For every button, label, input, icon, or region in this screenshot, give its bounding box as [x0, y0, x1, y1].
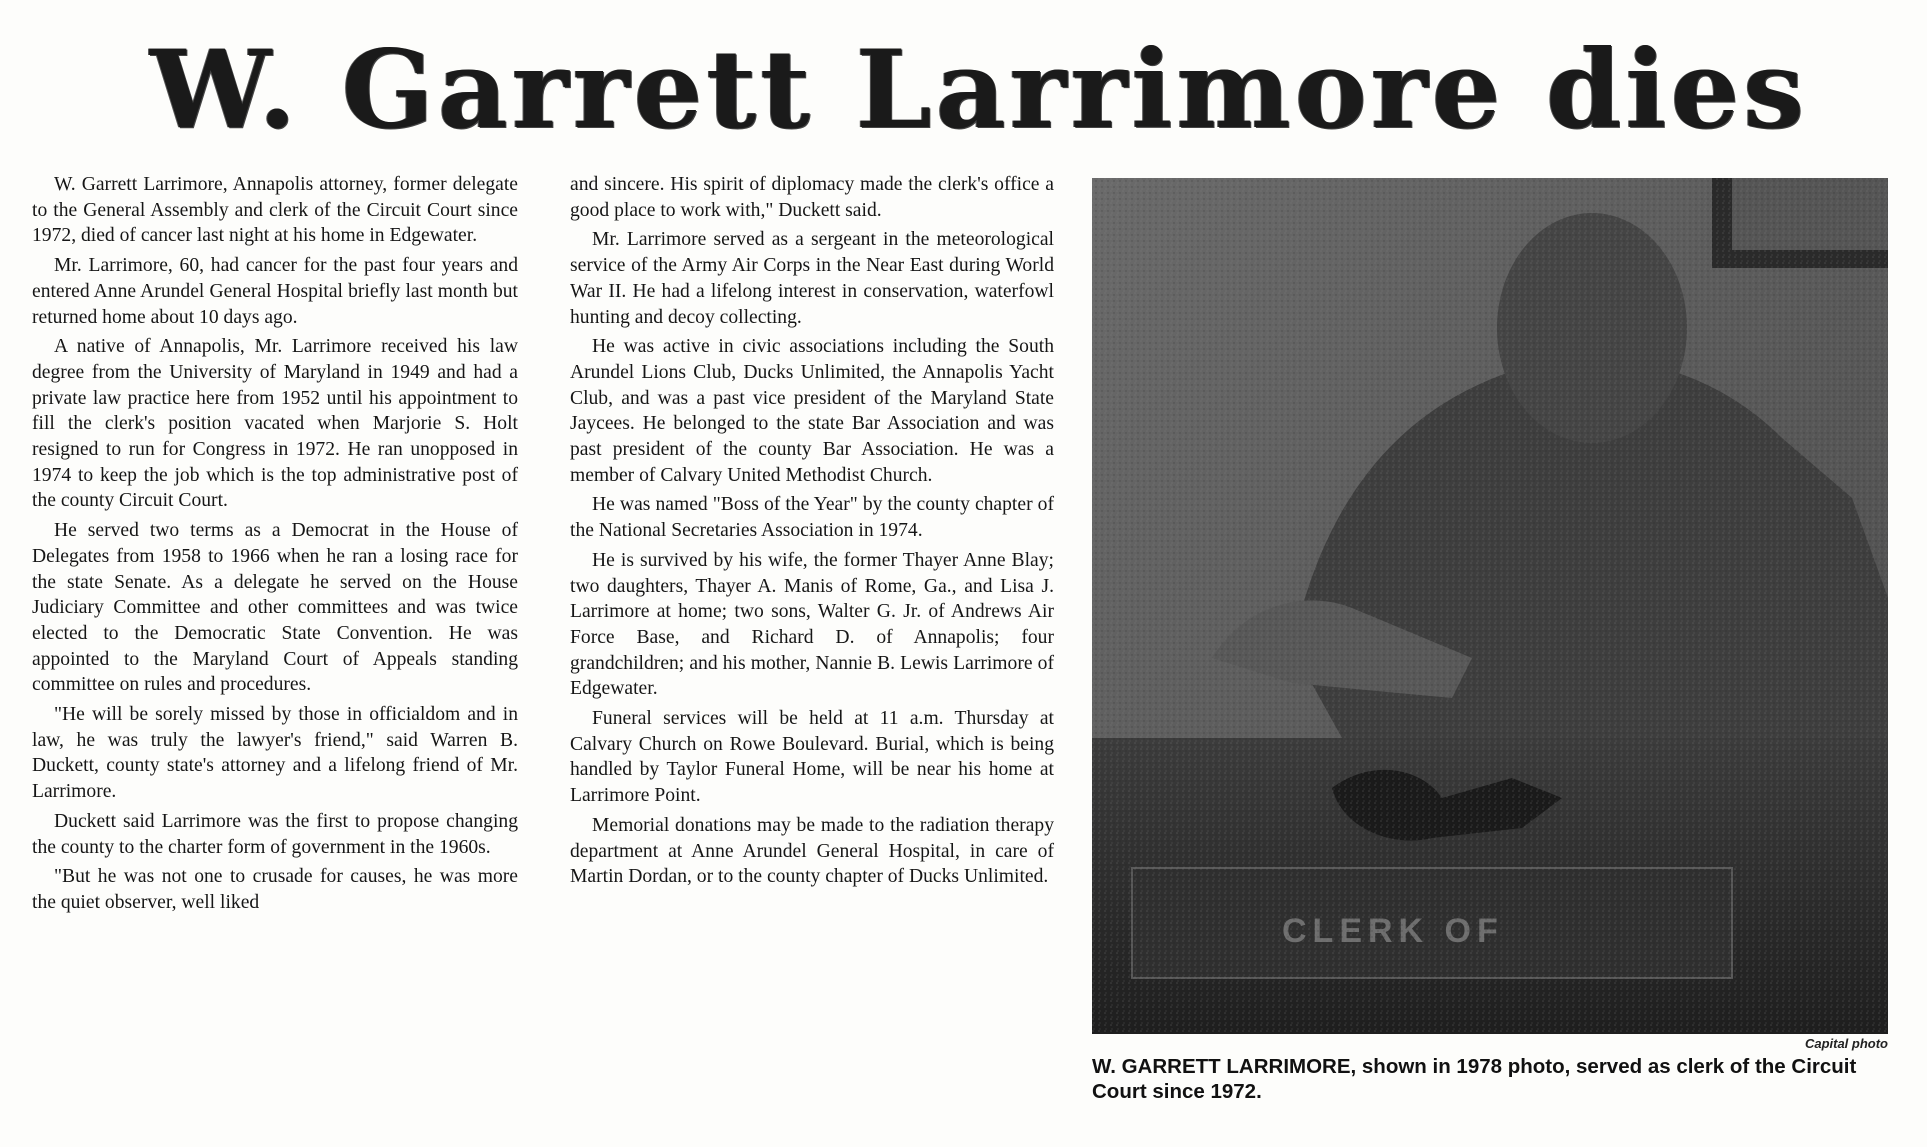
- article-paragraph: Mr. Larrimore, 60, had cancer for the past four years and entered Anne Arundel General Hospital briefly last month but returned home about 10 days ago.: [32, 255, 518, 328]
- photo-drawing: [1092, 178, 1888, 1034]
- photo-grain: [1092, 178, 1888, 1034]
- article-paragraph: He was active in civic associations including the South Arundel Lions Club, Ducks Unlimited, the Annapolis Yacht Club, and was a past vice president of the Maryland State Jaycees. He belonged to the state Bar Association and was past president of the county Bar Association. He was a member of Calvary United Methodist Church.: [570, 336, 1054, 486]
- article-paragraph: Duckett said Larrimore was the first to propose changing the county to the charter form of government in the 1960s.: [32, 810, 518, 858]
- article-paragraph: "But he was not one to crusade for causes, he was more the quiet observer, well liked: [32, 866, 518, 913]
- article-paragraph: He is survived by his wife, the former Thayer Anne Blay; two daughters, Thayer A. Manis of Rome, Ga., and Lisa J. Larrimore at home; two sons, Walter G. Jr. of Andrews Air Force Base, and Richard D. of Annapolis; four grandchildren; and his mother, Nannie B. Lewis Larrimore of Edgewater.: [570, 549, 1054, 700]
- photo-caption: W. GARRETT LARRIMORE, shown in 1978 photo, served as clerk of the Circuit Court since 1972.: [1092, 1055, 1857, 1103]
- article-paragraph: Funeral services will be held at 11 a.m. Thursday at Calvary Church on Rowe Boulevard. Burial, which is being handled by Taylor Funeral Home, will be near his home at Larrimore Point.: [570, 708, 1054, 807]
- headline: W. Garrett Larrimore dies: [150, 27, 1809, 153]
- photo-credit: Capital photo: [1804, 1036, 1888, 1051]
- article-column-middle: [570, 172, 1054, 894]
- article-paragraph: A native of Annapolis, Mr. Larrimore received his law degree from the University of Maryland in 1949 and had a private law practice here from 1952 until his appointment to fill the clerk's position vacated when Marjorie S. Holt resigned to run for Congress in 1972. He ran unopposed in 1974 to keep the job which is the top administrative post of the county Circuit Court.: [32, 336, 518, 512]
- article-paragraph: "He will be sorely missed by those in officialdom and in law, he was truly the lawyer's friend," said Warren B. Duckett, county state's attorney and a lifelong friend of Mr. Larrimore.: [32, 704, 518, 803]
- article-paragraph: He served two terms as a Democrat in the House of Delegates from 1958 to 1966 when he ran a losing race for the state Senate. As a delegate he served on the House Judiciary Committee and other committees and was twice elected to the Democratic State Convention. He was appointed to the Maryland Court of Appeals standing committee on rules and procedures.: [32, 520, 518, 696]
- article-paragraph: and sincere. His spirit of diplomacy made the clerk's office a good place to work with," Duckett said.: [570, 174, 1054, 221]
- article-paragraph: He was named "Boss of the Year" by the county chapter of the National Secretaries Association in 1974.: [570, 494, 1054, 542]
- portrait-photo: [1092, 178, 1888, 1034]
- article-paragraph: Memorial donations may be made to the radiation therapy department at Anne Arundel General Hospital, in care of Martin Dordan, or to the county chapter of Ducks Unlimited.: [570, 814, 1054, 888]
- article-paragraph: W. Garrett Larrimore, Annapolis attorney, former delegate to the General Assembly and clerk of the Circuit Court since 1972, died of cancer last night at his home in Edgewater.: [32, 174, 518, 247]
- article-paragraph: Mr. Larrimore served as a sergeant in the meteorological service of the Army Air Corps in the Near East during World War II. He had a lifelong interest in conservation, waterfowl hunting and decoy collecting.: [570, 229, 1054, 328]
- article-column-left: [32, 172, 518, 920]
